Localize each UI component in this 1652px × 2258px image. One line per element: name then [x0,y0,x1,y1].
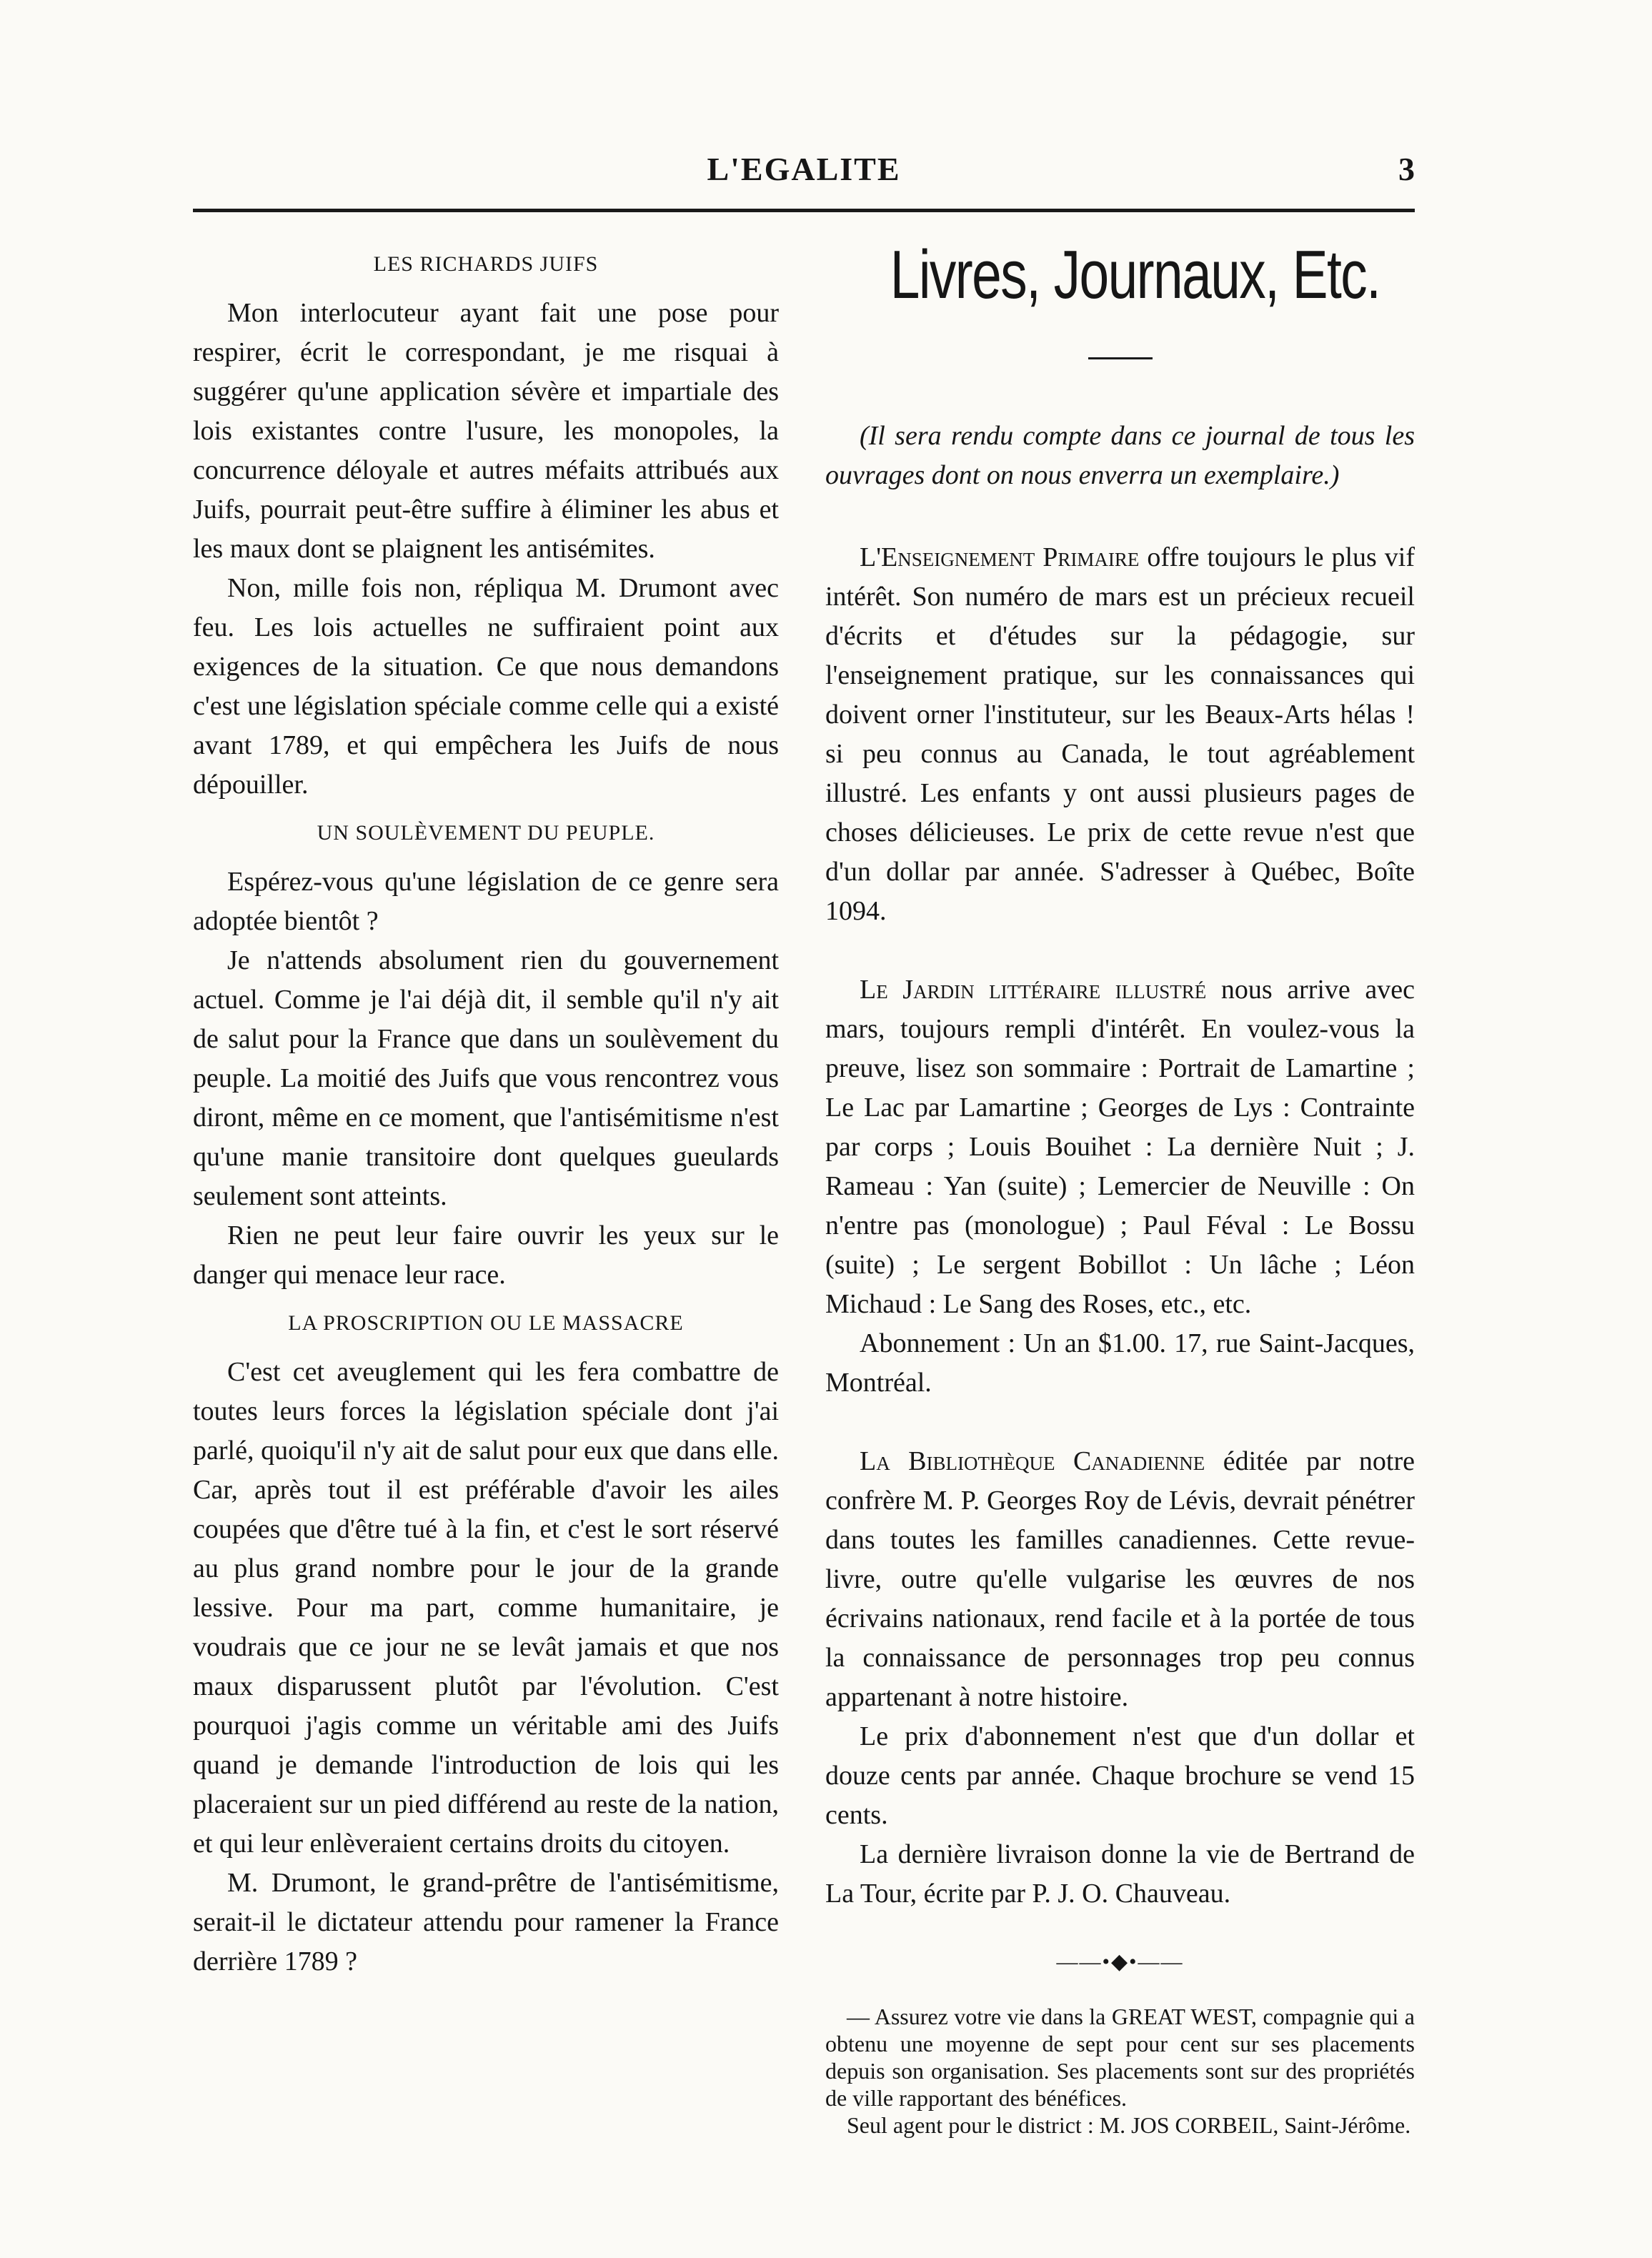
advertisement [825,2003,1415,2139]
section-masthead: Livres, Journaux, Etc. [890,237,1380,313]
section-heading: LA PROSCRIPTION OU LE MASSACRE [288,1311,684,1335]
paragraph: La dernière livraison donne la vie de Bertrand de La Tour, écrite par P. J. O. Chauveau. [825,1839,1415,1909]
running-title: L'EGALITE [707,151,901,187]
review-text: nous arrive avec mars, toujours rempli d'intérêt. En voulez-vous la preuve, lisez son sommaire : Portrait de Lamartine ; Le Lac par Lamartine ; Georges de Lys : Contrainte par corps ; Louis Bouihet : La dernière Nuit ; J. Rameau : Yan (suite) ; Lemercier de Neuville : On n'entre pas (monologue) ; Paul Féval : Le Bossu (suite) ; Le sergent Bobillot : Un lâche ; Léon Michaud : Le Sang des Roses, etc., etc. [825,975,1415,1319]
review-paragraph [825,538,1415,931]
review-text: offre toujours le plus vif intérêt. Son numéro de mars est un précieux recueil d'écrits et d'études sur la pédagogie, sur l'enseignement pratique, sur les connaissances qui doivent orner l'instituteur, sur les Beaux-Arts hélas ! si peu connus au Canada, le tout agréablement illustré. Les enfants y ont aussi plusieurs pages de choses délicieuses. Le prix de cette revue n'est que d'un dollar par année. S'adresser à Québec, Boîte 1094. [825,542,1415,926]
section-heading: LES RICHARDS JUIFS [373,252,599,276]
page-header [193,150,1415,200]
publication-name: L'Enseignement Primaire [860,542,1140,572]
paragraph: Je n'attends absolument rien du gouvernement actuel. Comme je l'ai déjà dit, il semble qu'il n'y ait de salut pour la France que dans un soulèvement du peuple. La moitié des Juifs que vous rencontrez vous diront, même en ce moment, que l'antisémitisme n'est qu'une manie transitoire dont quelques gueulards seulement sont atteints. [193,945,779,1211]
publication-name: Le Jardin littéraire illustré [860,975,1207,1005]
left-column [193,236,779,1981]
spacer [825,931,1415,970]
spacer [825,1403,1415,1442]
editorial-note [825,417,1415,495]
paragraph: Rien ne peut leur faire ouvrir les yeux sur le danger qui menace leur race. [193,1220,779,1290]
paragraph: C'est cet aveuglement qui les fera combattre de toutes leurs forces la législation spéciale dont j'ai parlé, quoiqu'il n'y ait de salut pour eux que dans elle. Car, après tout il est préférable d'avoir les ailes coupées que d'être tué à la fin, et c'est le sort réservé au plus grand nombre pour le jour de la grande lessive. Pour ma part, comme humanitaire, je voudrais que ce jour ne se levât jamais et que nos maux disparussent plutôt par l'évolution. C'est pourquoi j'agis comme un véritable ami des Juifs quand je demande l'introduction de lois qui les placeraient sur un pied différend au reste de la nation, et qui leur enlèveraient certains droits du citoyen. [193,1357,779,1859]
review-text: éditée par notre confrère M. P. Georges Roy de Lévis, devrait pénétrer dans toutes les familles canadiennes. Cette revue-livre, outre qu'elle vulgarise les œuvres de nos écrivains nationaux, rend facile et à la portée de tous la connaissance de personnages trop peu connus appartenant à notre histoire. [825,1446,1415,1712]
review-paragraph [825,1442,1415,1717]
ad-text: — Assurez votre vie dans la GREAT WEST, compagnie qui a obtenu une moyenne de sept pour cent sur ses placements depuis son organisation. Ses placements sont sur des propriétés de ville rapportant des bénéfices. [825,2004,1415,2111]
header-rule [193,209,1415,212]
divider [1088,357,1153,359]
paragraph: M. Drumont, le grand-prêtre de l'antisémitisme, serait-il le dictateur attendu pour ramener la France derrière 1789 ? [193,1868,779,1976]
paragraph: Le prix d'abonnement n'est que d'un dollar et douze cents par année. Chaque brochure se vend 15 cents. [825,1721,1415,1830]
paragraph: Abonnement : Un an $1.00. 17, rue Saint-Jacques, Montréal. [825,1328,1415,1398]
publication-name: La Bibliothèque Canadienne [860,1446,1205,1476]
ornament-divider: ——•◆•—— [1056,1950,1184,1974]
paragraph: Espérez-vous qu'une législation de ce genre sera adoptée bientôt ? [193,867,779,936]
paragraph: Non, mille fois non, répliqua M. Drumont avec feu. Les lois actuelles ne suffiraient point aux exigences de la situation. Ce que nous demandons c'est une législation spéciale comme celle qui a existé avant 1789, et qui empêchera les Juifs de nous dépouiller. [193,573,779,800]
ad-agent: Seul agent pour le district : M. JOS CORBEIL, Saint-Jérôme. [847,2112,1411,2138]
right-column [825,236,1415,2139]
page-number: 3 [1398,151,1415,187]
note-text: (Il sera rendu compte dans ce journal de tous les ouvrages dont on nous enverra un exemplaire.) [825,421,1415,490]
paragraph: Mon interlocuteur ayant fait une pose pour respirer, écrit le correspondant, je me risquai à suggérer qu'une application sévère et impartiale des lois existantes contre l'usure, les monopoles, la concurrence déloyale et autres méfaits attribués aux Juifs, pourrait peut-être suffire à éliminer les abus et les maux dont se plaignent les antisémites. [193,298,779,564]
section-heading: UN SOULÈVEMENT DU PEUPLE. [317,821,655,845]
review-paragraph [825,970,1415,1324]
